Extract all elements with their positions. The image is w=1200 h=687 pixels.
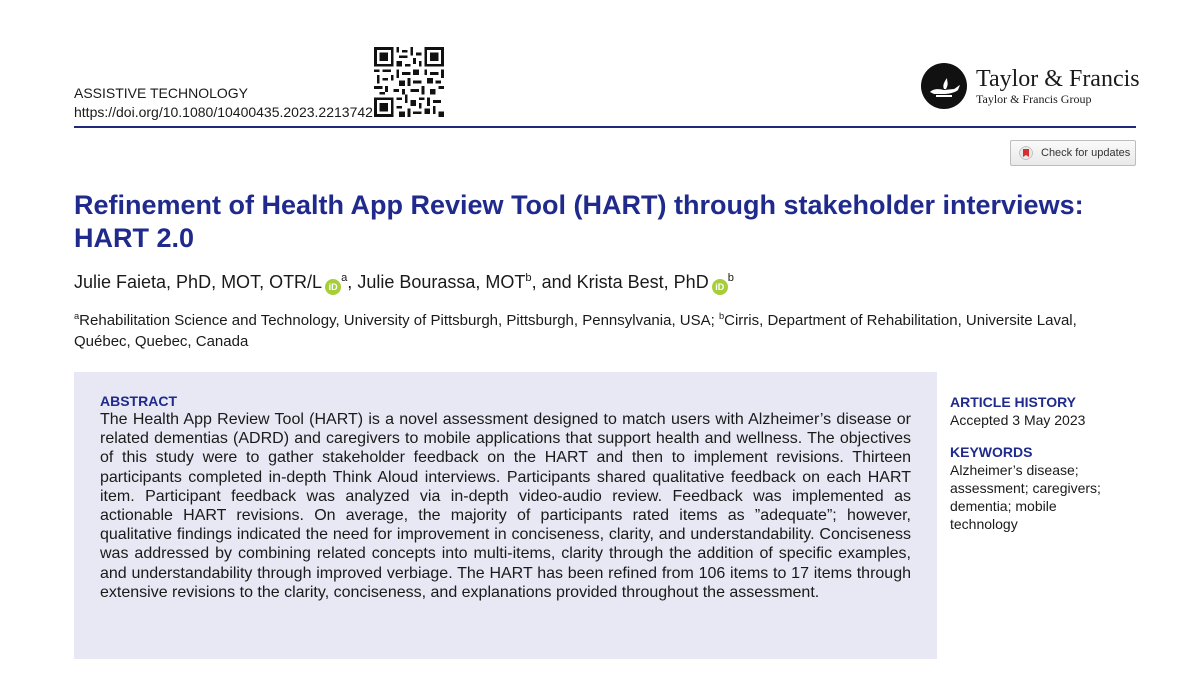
author-name[interactable]: Julie Bourassa, MOT <box>357 272 526 292</box>
author-separator: , and <box>531 272 577 292</box>
journal-header <box>74 84 373 122</box>
publisher-logo[interactable] <box>920 62 1140 110</box>
author-name[interactable]: Krista Best, PhD <box>576 272 709 292</box>
keyword-line: Alzheimer’s disease; <box>950 462 1079 478</box>
article-title <box>74 189 1134 255</box>
affiliation-b: Cirris, Department of Rehabilitation, Universite Laval, Québec, Quebec, Canada <box>74 312 1077 350</box>
qr-code-icon[interactable] <box>374 47 444 117</box>
abstract-box <box>74 372 937 659</box>
title-line-2: HART 2.0 <box>74 223 195 253</box>
check-for-updates-label: Check for updates <box>1041 147 1131 159</box>
author-separator: , <box>347 272 358 292</box>
title-line-1: Refinement of Health App Review Tool (HART) through stakeholder interviews: <box>74 190 1084 220</box>
affiliation-mark: a <box>74 311 80 321</box>
header-divider <box>74 126 1136 128</box>
affiliation-mark: b <box>525 272 532 284</box>
affiliation-mark: b <box>718 311 725 321</box>
keywords-heading: KEYWORDS <box>950 444 1033 460</box>
doi-link[interactable]: https://doi.org/10.1080/10400435.2023.2213742 <box>74 104 373 120</box>
affiliations <box>74 310 1136 352</box>
keyword-line: technology <box>950 516 1018 532</box>
orcid-icon[interactable]: iD <box>325 279 341 295</box>
oil-lamp-icon <box>920 62 968 110</box>
abstract-text: The Health App Review Tool (HART) is a novel assessment designed to match users with Alzheimer’s disease or related dementias (ADRD) and caregivers to mobile applications that support health and wellness. The objectives of this study were to gather stakeholder feedback on the HART and then to implement revisions. Thirteen participants completed in-depth Think Aloud interviews. Participants shared qualitative feedback on each HART item. Participant feedback was analyzed via in-depth video-audio review. Feedback was implemented as actionable HART revisions. On average, the majority of participants rated items as ”adequate”; however, qualitative findings indicated the need for improvement in conciseness, clarity, and understandability. Conciseness was addressed by combining related concepts into multi-items, clarity through the addition of specific examples, and understandability through improved verbiage. The HART has been refined from 106 items to 17 items through extensive revisions to the clarity, conciseness, and explanations provided throughout the assessment. <box>100 411 911 601</box>
article-history-date: Accepted 3 May 2023 <box>950 412 1086 428</box>
orcid-icon[interactable]: iD <box>712 279 728 295</box>
article-history-heading: ARTICLE HISTORY <box>950 394 1077 410</box>
author-list <box>74 270 734 295</box>
crossmark-icon <box>1019 146 1033 160</box>
keyword-line: dementia; mobile <box>950 498 1057 514</box>
author-name[interactable]: Julie Faieta, PhD, MOT, OTR/L <box>74 272 323 292</box>
publisher-group: Taylor & Francis Group <box>976 92 1092 106</box>
affiliation-mark: b <box>727 272 734 284</box>
keyword-line: assessment; caregivers; <box>950 480 1101 496</box>
affiliation-a: Rehabilitation Science and Technology, University of Pittsburgh, Pittsburgh, Pennsylvania, USA; <box>79 312 719 329</box>
affiliation-mark: a <box>341 272 348 284</box>
journal-name: ASSISTIVE TECHNOLOGY <box>74 85 249 101</box>
article-sidebar <box>950 393 1135 533</box>
check-for-updates-button[interactable] <box>1010 140 1136 166</box>
publisher-name: Taylor & Francis <box>976 66 1140 92</box>
abstract-heading: ABSTRACT <box>100 393 177 409</box>
